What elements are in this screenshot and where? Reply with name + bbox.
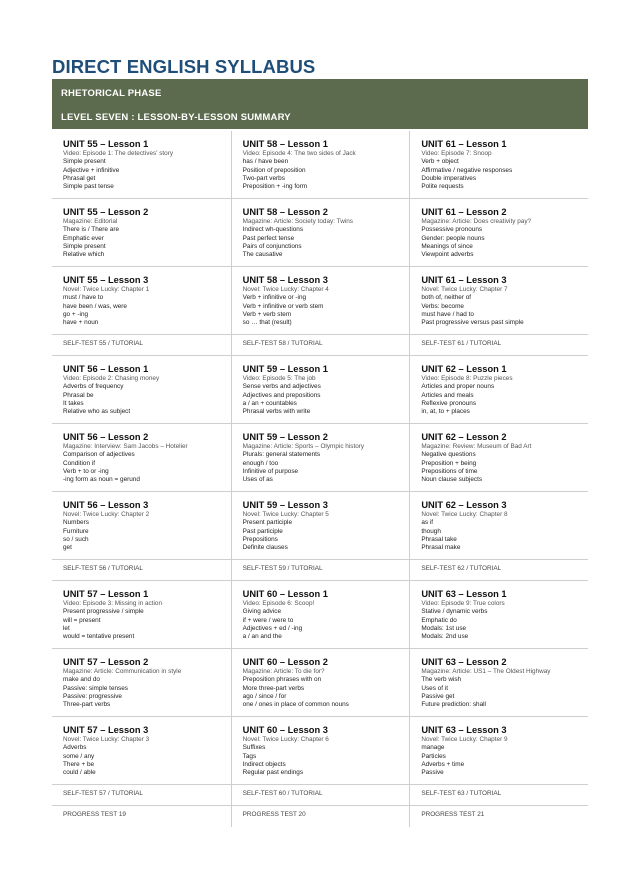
lesson-topic: Plurals: general statements — [242, 451, 321, 459]
lesson-heading: UNIT 57 – Lesson 1 — [63, 589, 149, 599]
lesson-topic: a / an and the — [242, 633, 282, 641]
lesson-cell — [232, 199, 410, 267]
lesson-topic: Double imperatives — [421, 174, 477, 182]
lesson-cell — [410, 649, 588, 717]
lesson-topic: The causative — [242, 251, 283, 259]
lesson-topic: Relative which — [63, 251, 105, 259]
page-title: DIRECT ENGLISH SYLLABUS — [52, 56, 316, 77]
lesson-topic: Meanings of since — [421, 242, 473, 250]
lesson-topic: though — [421, 527, 441, 535]
lesson-topic: It takes — [63, 399, 84, 407]
self-test-row: SELF-TEST 62 / TUTORIAL — [410, 560, 588, 581]
lesson-topic: Preposition phrases with on — [242, 676, 322, 684]
lesson-topic: There is / There are — [63, 226, 120, 234]
lesson-cell — [410, 131, 588, 199]
lesson-topic: Preposition + being — [421, 459, 477, 467]
lesson-topic: Simple past tense — [63, 183, 114, 191]
lesson-cell — [52, 492, 231, 560]
lesson-source: Video: Episode 4: The two sides of Jack — [242, 150, 356, 157]
lesson-topic: Past participle — [242, 527, 283, 535]
lesson-source: Novel: Twice Lucky: Chapter 6 — [242, 736, 329, 743]
lesson-topic: Indirect objects — [242, 760, 286, 768]
lesson-topic: as if — [421, 519, 434, 527]
lesson-source: Video: Episode 5: The job — [242, 375, 316, 382]
lesson-topic: Numbers — [63, 519, 89, 527]
lesson-topic: so / such — [63, 535, 89, 543]
lesson-topic: Particles — [421, 752, 446, 760]
lesson-heading: UNIT 55 – Lesson 1 — [63, 139, 149, 149]
lesson-topic: Infinitive of purpose — [242, 467, 299, 475]
lesson-topic: Simple present — [63, 158, 106, 166]
lesson-heading: UNIT 60 – Lesson 3 — [242, 725, 328, 735]
lesson-topic: Polite requests — [421, 183, 464, 191]
lesson-topic: Affirmative / negative responses — [421, 166, 513, 174]
lesson-topic: Furniture — [63, 527, 89, 535]
lesson-topic: Adjective + infinitive — [63, 166, 120, 174]
lesson-topic: one / ones in place of common nouns — [242, 701, 349, 709]
lesson-heading: UNIT 63 – Lesson 2 — [421, 657, 507, 667]
lesson-source: Video: Episode 6: Scoop! — [242, 600, 315, 607]
lesson-topic: Modals: 2nd use — [421, 633, 469, 641]
lesson-topic: Future prediction: shall — [421, 701, 486, 709]
lesson-topic: go + -ing — [63, 310, 89, 318]
lesson-topic: Viewpoint adverbs — [421, 251, 474, 259]
lesson-topic: Present progressive / simple — [63, 608, 144, 616]
lesson-topic: both of, neither of — [421, 294, 472, 302]
lesson-source: Magazine: Article: Does creativity pay? — [421, 218, 532, 225]
lesson-heading: UNIT 56 – Lesson 3 — [63, 500, 149, 510]
syllabus-column — [52, 131, 231, 827]
lesson-topic: The verb wish — [421, 676, 462, 684]
lesson-heading: UNIT 59 – Lesson 2 — [242, 432, 328, 442]
lesson-source: Magazine: Article: Sports – Olympic history — [242, 443, 365, 450]
lesson-topic: in, at, to + places — [421, 408, 470, 416]
lesson-heading: UNIT 60 – Lesson 1 — [242, 589, 328, 599]
lesson-topic: Position of preposition — [242, 166, 306, 174]
lesson-cell — [410, 267, 588, 335]
lesson-heading: UNIT 59 – Lesson 3 — [242, 500, 328, 510]
syllabus-grid — [52, 131, 588, 818]
self-test-row: SELF-TEST 56 / TUTORIAL — [52, 560, 231, 581]
lesson-source: Novel: Twice Lucky: Chapter 1 — [63, 286, 150, 293]
lesson-topic: Uses of as — [242, 476, 273, 484]
self-test-row: SELF-TEST 61 / TUTORIAL — [410, 335, 588, 356]
lesson-topic: Gender: people nouns — [421, 234, 485, 242]
lesson-topic: Negative questions — [421, 451, 476, 459]
lesson-cell — [232, 356, 410, 424]
lesson-heading: UNIT 61 – Lesson 2 — [421, 207, 507, 217]
lesson-topic: will = present — [63, 616, 101, 624]
lesson-source: Magazine: Article: Society today: Twins — [242, 218, 354, 225]
lesson-topic: so … that (result) — [242, 319, 292, 327]
lesson-topic: Verb + object — [421, 158, 459, 166]
lesson-topic: Articles and meals — [421, 391, 474, 399]
lesson-cell — [232, 581, 410, 649]
lesson-topic: Passive get — [421, 692, 455, 700]
lesson-heading: UNIT 55 – Lesson 2 — [63, 207, 149, 217]
lesson-topic: Comparison of adjectives — [63, 451, 135, 459]
lesson-source: Video: Episode 7: Snoop — [421, 150, 492, 157]
lesson-topic: Possessive pronouns — [421, 226, 483, 234]
lesson-topic: -ing form as noun = gerund — [63, 476, 140, 484]
lesson-source: Magazine: Article: To die for? — [242, 668, 325, 675]
lesson-topic: Prepositions — [242, 535, 278, 543]
lesson-heading: UNIT 62 – Lesson 3 — [421, 500, 507, 510]
lesson-topic: Indirect wh-questions — [242, 226, 304, 234]
lesson-topic: Two-part verbs — [242, 174, 285, 182]
lesson-heading: UNIT 59 – Lesson 1 — [242, 364, 328, 374]
lesson-cell — [232, 492, 410, 560]
lesson-topic: Prepositions of time — [421, 467, 478, 475]
lesson-topic: Tags — [242, 752, 257, 760]
self-test-row: SELF-TEST 60 / TUTORIAL — [232, 785, 410, 806]
self-test-row: SELF-TEST 59 / TUTORIAL — [232, 560, 410, 581]
lesson-topic: make and do — [63, 676, 100, 684]
lesson-heading: UNIT 61 – Lesson 3 — [421, 275, 507, 285]
lesson-topic: Passive: simple tenses — [63, 684, 128, 692]
lesson-heading: UNIT 57 – Lesson 3 — [63, 725, 149, 735]
lesson-cell — [232, 267, 410, 335]
lesson-heading: UNIT 62 – Lesson 1 — [421, 364, 507, 374]
lesson-heading: UNIT 58 – Lesson 2 — [242, 207, 328, 217]
lesson-source: Magazine: Interview: Sam Jacobs – Hotelier — [63, 443, 188, 450]
lesson-topic: Uses of it — [421, 684, 448, 692]
lesson-topic: Condition if — [63, 459, 95, 467]
lesson-topic: Verb + to or -ing — [63, 467, 109, 475]
lesson-topic: Past perfect tense — [242, 234, 295, 242]
lesson-source: Video: Episode 2: Chasing money — [63, 375, 160, 382]
lesson-topic: More three-part verbs — [242, 684, 305, 692]
lesson-topic: get — [63, 544, 72, 552]
lesson-cell — [232, 717, 410, 785]
lesson-topic: must / have to — [63, 294, 104, 302]
lesson-topic: must have / had to — [421, 310, 474, 318]
self-test-row: SELF-TEST 55 / TUTORIAL — [52, 335, 231, 356]
lesson-source: Magazine: Article: US1 – The Oldest Highway — [421, 668, 551, 675]
phase-banner — [52, 79, 588, 129]
lesson-topic: Adverbs + time — [421, 760, 465, 768]
self-test-row: SELF-TEST 58 / TUTORIAL — [232, 335, 410, 356]
lesson-heading: UNIT 55 – Lesson 3 — [63, 275, 149, 285]
lesson-topic: Verb + infinitive or verb stem — [242, 302, 324, 310]
lesson-topic: Reflexive pronouns — [421, 399, 477, 407]
lesson-topic: Verb + infinitive or -ing — [242, 294, 307, 302]
lesson-cell — [52, 267, 231, 335]
lesson-source: Magazine: Review: Museum of Bad Art — [421, 443, 532, 450]
lesson-topic: have been / was, were — [63, 302, 127, 310]
lesson-topic: Past progressive versus past simple — [421, 319, 524, 327]
lesson-topic: Phrasal take — [421, 535, 457, 543]
lesson-cell — [52, 356, 231, 424]
lesson-topic: some / any — [63, 752, 95, 760]
lesson-topic: Phrasal verbs with write — [242, 408, 311, 416]
lesson-topic: Verbs: become — [421, 302, 464, 310]
lesson-topic: a / an + countables — [242, 399, 297, 407]
lesson-heading: UNIT 63 – Lesson 3 — [421, 725, 507, 735]
lesson-topic: Noun clause subjects — [421, 476, 483, 484]
lesson-topic: could / able — [63, 769, 96, 777]
lesson-topic: Pairs of conjunctions — [242, 242, 302, 250]
lesson-topic: Suffixes — [242, 744, 266, 752]
lesson-heading: UNIT 58 – Lesson 3 — [242, 275, 328, 285]
lesson-topic: Stative / dynamic verbs — [421, 608, 488, 616]
lesson-topic: Present participle — [242, 519, 293, 527]
lesson-topic: Giving advice — [242, 608, 282, 616]
lesson-cell — [410, 356, 588, 424]
lesson-heading: UNIT 62 – Lesson 2 — [421, 432, 507, 442]
lesson-cell — [410, 424, 588, 492]
lesson-cell — [232, 649, 410, 717]
lesson-source: Novel: Twice Lucky: Chapter 7 — [421, 286, 508, 293]
lesson-topic: Articles and proper nouns — [421, 383, 495, 391]
lesson-topic: Adverbs — [63, 744, 87, 752]
level-title: LEVEL SEVEN : LESSON-BY-LESSON SUMMARY — [61, 112, 291, 123]
lesson-cell — [52, 424, 231, 492]
lesson-heading: UNIT 61 – Lesson 1 — [421, 139, 507, 149]
lesson-cell — [232, 424, 410, 492]
lesson-topic: Three-part verbs — [63, 701, 111, 709]
phase-title: RHETORICAL PHASE — [61, 88, 162, 99]
lesson-heading: UNIT 56 – Lesson 2 — [63, 432, 149, 442]
lesson-cell — [410, 492, 588, 560]
lesson-topic: would = tentative present — [63, 633, 135, 641]
lesson-source: Novel: Twice Lucky: Chapter 8 — [421, 511, 508, 518]
lesson-cell — [410, 581, 588, 649]
lesson-topic: if + were / were to — [242, 616, 294, 624]
lesson-topic: Preposition + -ing form — [242, 183, 308, 191]
progress-test-row: PROGRESS TEST 19 — [63, 811, 126, 818]
lesson-topic: Adjectives + ed / -ing — [242, 624, 303, 632]
lesson-topic: Passive — [421, 769, 444, 777]
lesson-source: Novel: Twice Lucky: Chapter 9 — [421, 736, 508, 743]
syllabus-column — [409, 131, 588, 827]
lesson-topic: Passive: progressive — [63, 692, 122, 700]
lesson-source: Magazine: Article: Communication in style — [63, 668, 182, 675]
lesson-topic: Verb + verb stem — [242, 310, 292, 318]
lesson-cell — [232, 131, 410, 199]
lesson-topic: Emphatic do — [421, 616, 457, 624]
lesson-cell — [52, 581, 231, 649]
lesson-topic: have + noun — [63, 319, 99, 327]
lesson-topic: Relative who as subject — [63, 408, 131, 416]
lesson-topic: Emphatic ever — [63, 234, 104, 242]
lesson-topic: has / have been — [242, 158, 289, 166]
lesson-topic: Modals: 1st use — [421, 624, 467, 632]
lesson-topic: Simple present — [63, 242, 106, 250]
lesson-topic: Definite clauses — [242, 544, 288, 552]
lesson-heading: UNIT 56 – Lesson 1 — [63, 364, 149, 374]
lesson-topic: Adverbs of frequency — [63, 383, 124, 391]
lesson-topic: enough / too — [242, 459, 279, 467]
lesson-cell — [410, 199, 588, 267]
lesson-source: Magazine: Editorial — [63, 218, 118, 225]
lesson-source: Video: Episode 3: Missing in action — [63, 600, 162, 607]
lesson-heading: UNIT 57 – Lesson 2 — [63, 657, 149, 667]
lesson-source: Video: Episode 8: Puzzle pieces — [421, 375, 513, 382]
lesson-heading: UNIT 63 – Lesson 1 — [421, 589, 507, 599]
lesson-topic: Regular past endings — [242, 769, 304, 777]
lesson-cell — [52, 131, 231, 199]
lesson-heading: UNIT 58 – Lesson 1 — [242, 139, 328, 149]
lesson-topic: Adjectives and prepositions — [242, 391, 321, 399]
lesson-source: Novel: Twice Lucky: Chapter 4 — [242, 286, 329, 293]
lesson-topic: Phrasal get — [63, 174, 96, 182]
lesson-source: Novel: Twice Lucky: Chapter 5 — [242, 511, 329, 518]
self-test-row: SELF-TEST 63 / TUTORIAL — [410, 785, 588, 806]
lesson-topic: ago / since / for — [242, 692, 287, 700]
lesson-cell — [410, 717, 588, 785]
lesson-source: Novel: Twice Lucky: Chapter 2 — [63, 511, 150, 518]
lesson-cell — [52, 717, 231, 785]
progress-test-row: PROGRESS TEST 21 — [421, 811, 485, 818]
lesson-cell — [52, 199, 231, 267]
lesson-source: Video: Episode 1: The detectives' story — [63, 150, 174, 157]
lesson-topic: Phrasal be — [63, 391, 94, 399]
lesson-topic: let — [63, 624, 70, 632]
self-test-row: SELF-TEST 57 / TUTORIAL — [52, 785, 231, 806]
lesson-topic: There + be — [63, 760, 95, 768]
progress-test-row: PROGRESS TEST 20 — [242, 811, 306, 818]
lesson-source: Video: Episode 9: True colors — [421, 600, 505, 607]
lesson-topic: Phrasal make — [421, 544, 461, 552]
lesson-cell — [52, 649, 231, 717]
lesson-heading: UNIT 60 – Lesson 2 — [242, 657, 328, 667]
lesson-topic: Sense verbs and adjectives — [242, 383, 321, 391]
lesson-topic: manage — [421, 744, 445, 752]
lesson-source: Novel: Twice Lucky: Chapter 3 — [63, 736, 150, 743]
syllabus-column — [231, 131, 410, 827]
